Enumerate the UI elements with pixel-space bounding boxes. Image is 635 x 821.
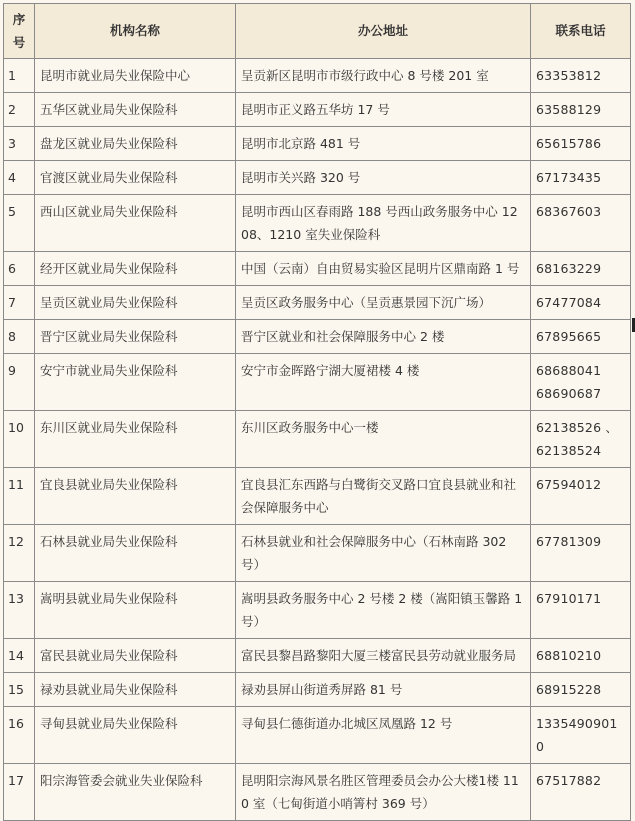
cell-phone: 67781309 — [531, 525, 631, 582]
cell-no: 6 — [4, 252, 35, 286]
cell-no: 12 — [4, 525, 35, 582]
cell-phone: 67477084 — [531, 286, 631, 320]
cell-addr: 嵩明县政务服务中心 2 号楼 2 楼（嵩阳镇玉馨路 1 号） — [236, 582, 531, 639]
cell-org: 东川区就业局失业保险科 — [35, 411, 236, 468]
cell-addr: 昆明市关兴路 320 号 — [236, 161, 531, 195]
cell-no: 9 — [4, 354, 35, 411]
cell-no: 2 — [4, 93, 35, 127]
cell-org: 禄劝县就业局失业保险科 — [35, 673, 236, 707]
table-row — [4, 764, 631, 821]
cell-phone: 67895665 — [531, 320, 631, 354]
cell-phone: 68367603 — [531, 195, 631, 252]
cell-phone: 67594012 — [531, 468, 631, 525]
cell-no: 15 — [4, 673, 35, 707]
cell-org: 昆明市就业局失业保险中心 — [35, 59, 236, 93]
table-row — [4, 411, 631, 468]
cell-org: 寻甸县就业局失业保险科 — [35, 707, 236, 764]
cell-no: 3 — [4, 127, 35, 161]
table-row — [4, 320, 631, 354]
cell-org: 石林县就业局失业保险科 — [35, 525, 236, 582]
header-no: 序号 — [4, 4, 35, 59]
cell-addr: 安宁市金晖路宁湖大厦裙楼 4 楼 — [236, 354, 531, 411]
cell-phone: 13354909010 — [531, 707, 631, 764]
cell-addr: 东川区政务服务中心一楼 — [236, 411, 531, 468]
cell-org: 宜良县就业局失业保险科 — [35, 468, 236, 525]
table-row — [4, 161, 631, 195]
table-row — [4, 354, 631, 411]
table-row — [4, 93, 631, 127]
cell-phone: 63353812 — [531, 59, 631, 93]
cell-addr: 石林县就业和社会保障服务中心（石林南路 302 号） — [236, 525, 531, 582]
cell-phone: 68688041 68690687 — [531, 354, 631, 411]
cell-phone: 67517882 — [531, 764, 631, 821]
cell-org: 五华区就业局失业保险科 — [35, 93, 236, 127]
cell-org: 西山区就业局失业保险科 — [35, 195, 236, 252]
cell-org: 官渡区就业局失业保险科 — [35, 161, 236, 195]
table-row — [4, 286, 631, 320]
cell-no: 16 — [4, 707, 35, 764]
cell-org: 嵩明县就业局失业保险科 — [35, 582, 236, 639]
cell-addr: 禄劝县屏山街道秀屏路 81 号 — [236, 673, 531, 707]
cell-no: 4 — [4, 161, 35, 195]
cell-addr: 寻甸县仁德街道办北城区凤凰路 12 号 — [236, 707, 531, 764]
table-row — [4, 468, 631, 525]
header-phone: 联系电话 — [531, 4, 631, 59]
cell-addr: 昆明阳宗海风景名胜区管理委员会办公大楼1楼 110 室（七甸街道小哨箐村 369 号） — [236, 764, 531, 821]
cell-no: 5 — [4, 195, 35, 252]
cell-addr: 晋宁区就业和社会保障服务中心 2 楼 — [236, 320, 531, 354]
cell-no: 1 — [4, 59, 35, 93]
cell-phone: 62138526 、 62138524 — [531, 411, 631, 468]
cell-addr: 昆明市北京路 481 号 — [236, 127, 531, 161]
cell-org: 经开区就业局失业保险科 — [35, 252, 236, 286]
cell-addr: 呈贡新区昆明市市级行政中心 8 号楼 201 室 — [236, 59, 531, 93]
cell-phone: 68915228 — [531, 673, 631, 707]
table-row — [4, 639, 631, 673]
cell-no: 8 — [4, 320, 35, 354]
cell-no: 14 — [4, 639, 35, 673]
cell-phone: 68163229 — [531, 252, 631, 286]
table-row — [4, 707, 631, 764]
office-table — [3, 3, 631, 821]
cell-addr: 宜良县汇东西路与白鹭街交叉路口宜良县就业和社会保障服务中心 — [236, 468, 531, 525]
cell-no: 11 — [4, 468, 35, 525]
cell-org: 呈贡区就业局失业保险科 — [35, 286, 236, 320]
table-body — [4, 59, 631, 821]
cell-addr: 昆明市正义路五华坊 17 号 — [236, 93, 531, 127]
table-row — [4, 59, 631, 93]
cell-org: 盘龙区就业局失业保险科 — [35, 127, 236, 161]
table-header-row — [4, 4, 631, 59]
cell-phone: 63588129 — [531, 93, 631, 127]
cell-addr: 呈贡区政务服务中心（呈贡惠景园下沉广场） — [236, 286, 531, 320]
table-row — [4, 673, 631, 707]
cell-no: 7 — [4, 286, 35, 320]
cell-phone: 65615786 — [531, 127, 631, 161]
cell-org: 阳宗海管委会就业失业保险科 — [35, 764, 236, 821]
cell-org: 安宁市就业局失业保险科 — [35, 354, 236, 411]
header-addr: 办公地址 — [236, 4, 531, 59]
table-row — [4, 127, 631, 161]
cell-phone: 68810210 — [531, 639, 631, 673]
cell-no: 13 — [4, 582, 35, 639]
cell-no: 10 — [4, 411, 35, 468]
table-row — [4, 525, 631, 582]
table-row — [4, 582, 631, 639]
table-row — [4, 195, 631, 252]
cell-addr: 富民县黎昌路黎阳大厦三楼富民县劳动就业服务局 — [236, 639, 531, 673]
cell-addr: 中国（云南）自由贸易实验区昆明片区鼎南路 1 号 — [236, 252, 531, 286]
cell-phone: 67910171 — [531, 582, 631, 639]
header-org: 机构名称 — [35, 4, 236, 59]
cell-phone: 67173435 — [531, 161, 631, 195]
cell-no: 17 — [4, 764, 35, 821]
cell-org: 富民县就业局失业保险科 — [35, 639, 236, 673]
cell-addr: 昆明市西山区春雨路 188 号西山政务服务中心 1208、1210 室失业保险科 — [236, 195, 531, 252]
cell-org: 晋宁区就业局失业保险科 — [35, 320, 236, 354]
table-row — [4, 252, 631, 286]
